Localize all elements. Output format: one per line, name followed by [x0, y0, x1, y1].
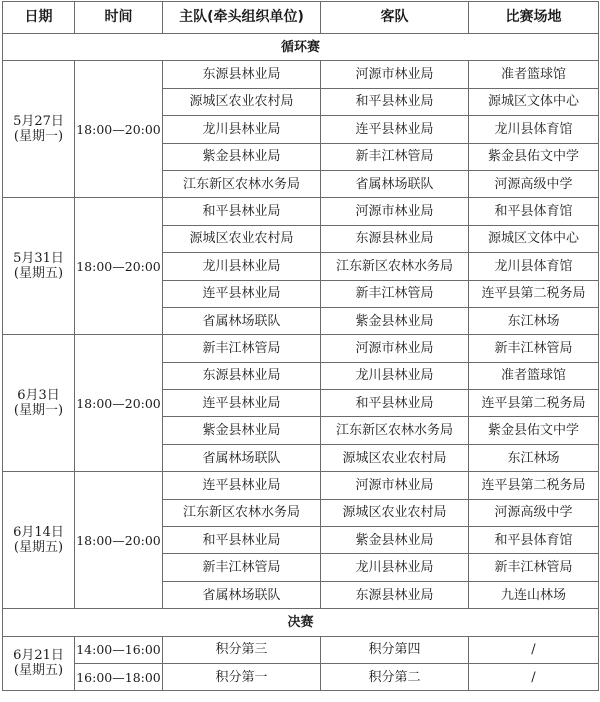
- section-title-round-robin: 循环赛: [3, 34, 599, 61]
- weekday-text: (星期五): [13, 663, 64, 679]
- venue-cell: 新丰江林管局: [469, 554, 599, 581]
- home-team-cell: 东源县林业局: [163, 61, 321, 88]
- venue-cell: 河源高级中学: [469, 170, 599, 197]
- home-team-cell: 连平县林业局: [163, 390, 321, 417]
- venue-cell: 准者篮球馆: [469, 61, 599, 88]
- away-team-cell: 紫金县林业局: [321, 527, 469, 554]
- home-team-cell: 和平县林业局: [163, 198, 321, 225]
- venue-cell: 源城区文体中心: [469, 225, 599, 252]
- time-cell: 18:00—20:00: [75, 198, 163, 335]
- schedule-container: [2, 1, 598, 691]
- time-cell: 18:00—20:00: [75, 335, 163, 472]
- venue-cell: 紫金县佑文中学: [469, 143, 599, 170]
- venue-cell: 龙川县体育馆: [469, 116, 599, 143]
- time-cell: 18:00—20:00: [75, 61, 163, 198]
- venue-cell: 龙川县体育馆: [469, 253, 599, 280]
- away-team-cell: 积分第二: [321, 663, 469, 690]
- venue-cell: 九连山林场: [469, 581, 599, 608]
- section-row-finals: [3, 609, 599, 636]
- away-team-cell: 河源市林业局: [321, 335, 469, 362]
- date-text: 6月14日: [13, 525, 64, 541]
- home-team-cell: 省属林场联队: [163, 581, 321, 608]
- header-date: 日期: [3, 2, 75, 34]
- venue-cell: 准者篮球馆: [469, 362, 599, 389]
- away-team-cell: 江东新区农林水务局: [321, 253, 469, 280]
- away-team-cell: 江东新区农林水务局: [321, 417, 469, 444]
- home-team-cell: 紫金县林业局: [163, 417, 321, 444]
- schedule-table: [2, 1, 599, 691]
- home-team-cell: 省属林场联队: [163, 307, 321, 334]
- venue-cell: 连平县第二税务局: [469, 280, 599, 307]
- table-row: [3, 335, 599, 362]
- header-time: 时间: [75, 2, 163, 34]
- weekday-text: (星期一): [13, 403, 64, 419]
- section-title-finals: 决赛: [3, 609, 599, 636]
- venue-cell: 新丰江林管局: [469, 335, 599, 362]
- weekday-text: (星期五): [13, 266, 64, 282]
- away-team-cell: 新丰江林管局: [321, 280, 469, 307]
- venue-cell: 源城区文体中心: [469, 88, 599, 115]
- date-cell: [3, 636, 75, 691]
- away-team-cell: 河源市林业局: [321, 198, 469, 225]
- home-team-cell: 江东新区农林水务局: [163, 499, 321, 526]
- home-team-cell: 省属林场联队: [163, 444, 321, 471]
- home-team-cell: 紫金县林业局: [163, 143, 321, 170]
- venue-cell: /: [469, 636, 599, 663]
- venue-cell: 和平县体育馆: [469, 198, 599, 225]
- date-cell: [3, 335, 75, 472]
- home-team-cell: 龙川县林业局: [163, 116, 321, 143]
- venue-cell: 东江林场: [469, 444, 599, 471]
- table-row: [3, 472, 599, 499]
- home-team-cell: 源城区农业农村局: [163, 88, 321, 115]
- away-team-cell: 紫金县林业局: [321, 307, 469, 334]
- away-team-cell: 和平县林业局: [321, 88, 469, 115]
- weekday-text: (星期一): [13, 129, 64, 145]
- table-row: [3, 663, 599, 690]
- home-team-cell: 龙川县林业局: [163, 253, 321, 280]
- away-team-cell: 积分第四: [321, 636, 469, 663]
- venue-cell: 河源高级中学: [469, 499, 599, 526]
- away-team-cell: 省属林场联队: [321, 170, 469, 197]
- date-text: 6月21日: [13, 648, 64, 664]
- away-team-cell: 龙川县林业局: [321, 362, 469, 389]
- time-cell: 16:00—18:00: [75, 663, 163, 690]
- venue-cell: 东江林场: [469, 307, 599, 334]
- header-away-team: 客队: [321, 2, 469, 34]
- table-row: [3, 61, 599, 88]
- home-team-cell: 新丰江林管局: [163, 335, 321, 362]
- weekday-text: (星期五): [13, 540, 64, 556]
- venue-cell: 和平县体育馆: [469, 527, 599, 554]
- date-text: 5月27日: [13, 114, 64, 130]
- section-row-round-robin: [3, 34, 599, 61]
- away-team-cell: 河源市林业局: [321, 61, 469, 88]
- home-team-cell: 积分第一: [163, 663, 321, 690]
- time-cell: 14:00—16:00: [75, 636, 163, 663]
- away-team-cell: 东源县林业局: [321, 581, 469, 608]
- away-team-cell: 龙川县林业局: [321, 554, 469, 581]
- date-cell: [3, 198, 75, 335]
- home-team-cell: 积分第三: [163, 636, 321, 663]
- away-team-cell: 源城区农业农村局: [321, 499, 469, 526]
- date-text: 6月3日: [17, 388, 60, 404]
- home-team-cell: 东源县林业局: [163, 362, 321, 389]
- header-venue: 比赛场地: [469, 2, 599, 34]
- home-team-cell: 新丰江林管局: [163, 554, 321, 581]
- away-team-cell: 河源市林业局: [321, 472, 469, 499]
- venue-cell: 连平县第二税务局: [469, 390, 599, 417]
- time-cell: 18:00—20:00: [75, 472, 163, 609]
- away-team-cell: 连平县林业局: [321, 116, 469, 143]
- home-team-cell: 源城区农业农村局: [163, 225, 321, 252]
- table-row: [3, 198, 599, 225]
- away-team-cell: 东源县林业局: [321, 225, 469, 252]
- home-team-cell: 连平县林业局: [163, 472, 321, 499]
- away-team-cell: 和平县林业局: [321, 390, 469, 417]
- venue-cell: 连平县第二税务局: [469, 472, 599, 499]
- table-row: [3, 636, 599, 663]
- home-team-cell: 江东新区农林水务局: [163, 170, 321, 197]
- header-home-team: 主队(牵头组织单位): [163, 2, 321, 34]
- venue-cell: /: [469, 663, 599, 690]
- date-cell: [3, 472, 75, 609]
- home-team-cell: 连平县林业局: [163, 280, 321, 307]
- date-cell: [3, 61, 75, 198]
- venue-cell: 紫金县佑文中学: [469, 417, 599, 444]
- date-text: 5月31日: [13, 251, 64, 267]
- away-team-cell: 源城区农业农村局: [321, 444, 469, 471]
- away-team-cell: 新丰江林管局: [321, 143, 469, 170]
- home-team-cell: 和平县林业局: [163, 527, 321, 554]
- header-row: [3, 2, 599, 34]
